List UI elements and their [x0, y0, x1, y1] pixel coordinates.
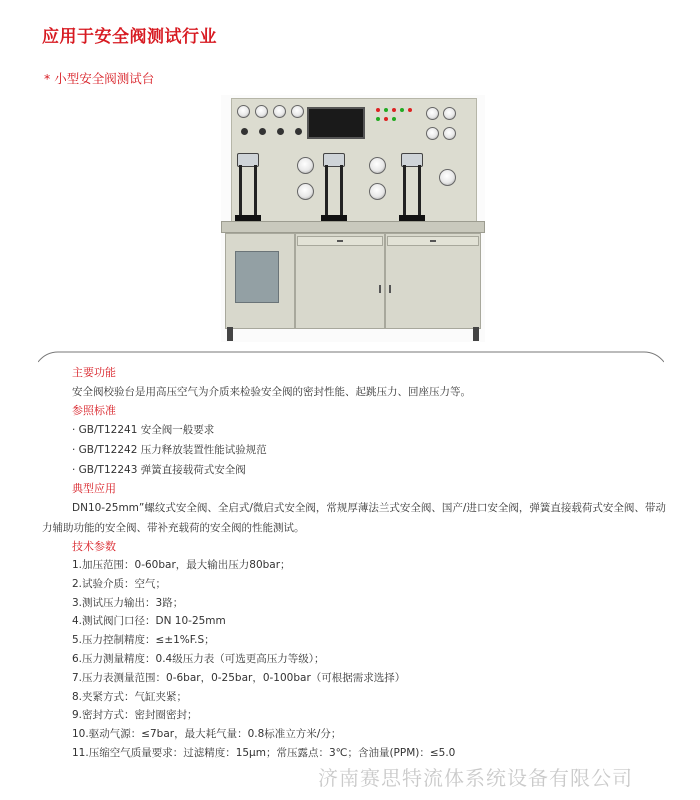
indicator-lamp: [384, 117, 388, 121]
pressure-gauge: [297, 157, 314, 174]
standard-item: · GB/T12241 安全阀一般要求: [72, 424, 215, 436]
pressure-gauge: [291, 105, 304, 118]
pressure-gauge: [426, 107, 439, 120]
control-knob: [295, 128, 302, 135]
spec-item: 7.压力表测量范围：0-6bar，0-25bar，0-100bar（可根据需求选择）: [72, 671, 406, 684]
door-handle: [379, 285, 381, 293]
bench-table-top: [221, 221, 485, 233]
valve-fixture: [399, 153, 425, 221]
standard-item: · GB/T12242 压力释放装置性能试验规范: [72, 444, 267, 456]
spec-item: 6.压力测量精度：0.4级压力表（可选更高压力等级）；: [72, 652, 325, 665]
pressure-gauge: [255, 105, 268, 118]
indicator-lamp: [392, 117, 396, 121]
pressure-gauge: [443, 127, 456, 140]
product-subtitle: * 小型安全阀测试台: [44, 71, 155, 86]
glass-window: [235, 251, 279, 303]
bench-leg: [473, 327, 479, 341]
spec-item: 11.压缩空气质量要求：过滤精度：15μm；常压露点：3℃；含油量(PPM)：≤5.0: [72, 746, 456, 759]
section-divider: [38, 350, 664, 364]
content-body: [42, 364, 672, 763]
heading-standards: 参照标准: [72, 404, 116, 417]
indicator-lamp: [384, 108, 388, 112]
indicator-lamp: [400, 108, 404, 112]
bench-leg: [227, 327, 233, 341]
heading-functions: 主要功能: [72, 366, 116, 379]
spec-item: 2.试验介质：空气；: [72, 577, 167, 590]
heading-specs: 技术参数: [72, 540, 116, 553]
control-knob: [259, 128, 266, 135]
page-title: 应用于安全阀测试行业: [42, 27, 217, 47]
pressure-gauge: [426, 127, 439, 140]
spec-item: 3.测试压力输出：3路；: [72, 596, 184, 609]
indicator-lamp: [376, 117, 380, 121]
spec-item: 5.压力控制精度：≤±1%F.S；: [72, 634, 215, 647]
indicator-lamp: [392, 108, 396, 112]
control-knob: [241, 128, 248, 135]
pressure-gauge: [297, 183, 314, 200]
valve-fixture: [235, 153, 261, 221]
pressure-gauge: [369, 183, 386, 200]
spec-item: 10.驱动气源：≤7bar，最大耗气量：0.8标准立方米/分；: [72, 728, 342, 741]
indicator-lamp: [376, 108, 380, 112]
drawer-handle: [337, 240, 343, 242]
valve-fixture: [321, 153, 347, 221]
applications-text: DN10-25mm”螺纹式安全阀、全启式/微启式安全阀，常规厚薄法兰式安全阀、国产/进口安全阀，弹簧直接载荷式安全阀、带动力辅助功能的安全阀、带补充载荷的安全阀的性能测试。: [42, 502, 666, 534]
spec-item: 8.夹紧方式：气缸夹紧；: [72, 690, 188, 703]
standard-item: · GB/T12243 弹簧直接载荷式安全阀: [72, 464, 246, 476]
control-knob: [277, 128, 284, 135]
pressure-gauge: [439, 169, 456, 186]
spec-item: 9.密封方式：密封圈密封；: [72, 709, 198, 722]
pressure-gauge: [237, 105, 250, 118]
spec-item: 4.测试阀门口径：DN 10-25mm: [72, 615, 226, 628]
heading-applications: 典型应用: [72, 482, 116, 495]
indicator-lamp: [408, 108, 412, 112]
display-screen: [307, 107, 365, 139]
functions-text: 安全阀校验台是用高压空气为介质来检验安全阀的密封性能、起跳压力、回座压力等。: [72, 386, 471, 398]
pressure-gauge: [369, 157, 386, 174]
door-handle: [389, 285, 391, 293]
cabinet-right: [385, 233, 481, 329]
drawer-handle: [430, 240, 436, 242]
product-photo: [221, 95, 485, 342]
pressure-gauge: [443, 107, 456, 120]
spec-item: 1.加压范围：0-60bar，最大输出压力80bar；: [72, 559, 291, 571]
cabinet-middle: [295, 233, 385, 329]
company-watermark: 济南赛思特流体系统设备有限公司: [318, 766, 633, 790]
pressure-gauge: [273, 105, 286, 118]
